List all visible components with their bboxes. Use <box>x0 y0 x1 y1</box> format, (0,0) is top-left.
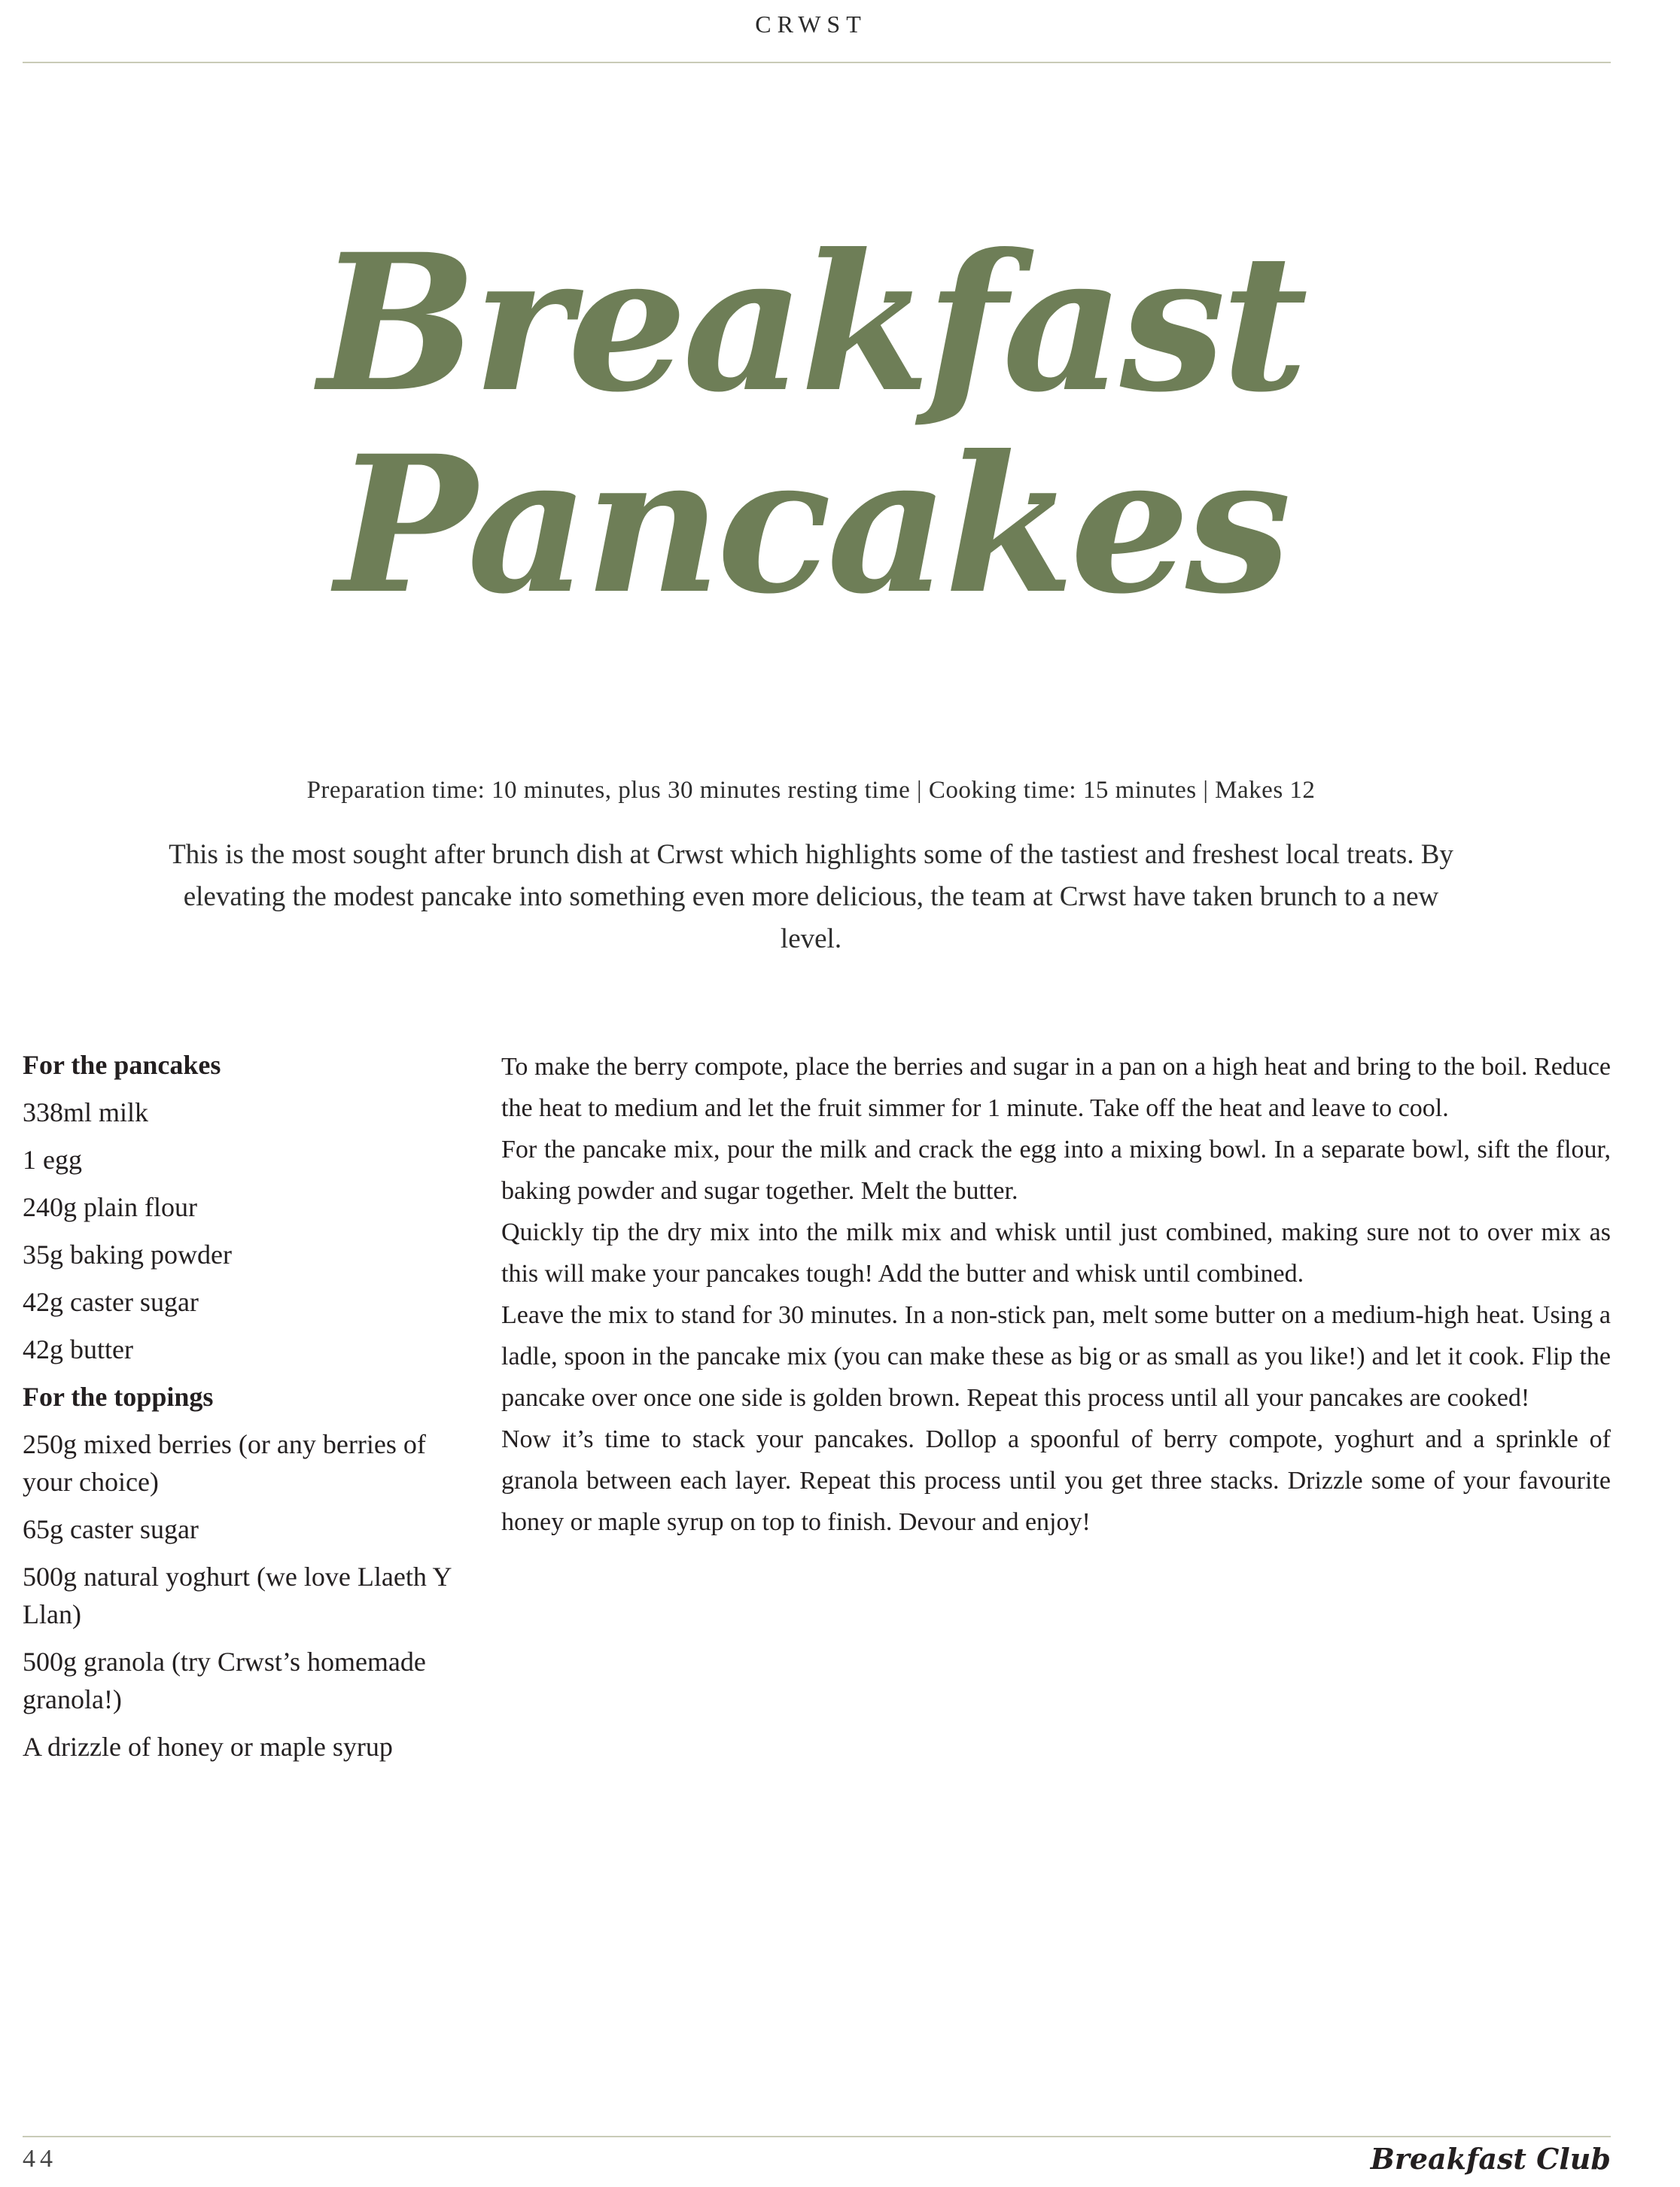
page-number: 44 <box>23 2145 57 2173</box>
method-paragraph: To make the berry compote, place the berries and sugar in a pan on a high heat and bring to the boil. Reduce the heat to medium and let the fruit simmer for 1 minute. Take off the heat and leave to cool. <box>501 1053 1611 1122</box>
ingredients-list <box>23 1046 459 1775</box>
method-text <box>501 1046 1611 1543</box>
method-paragraph: Now it’s time to stack your pancakes. Dollop a spoonful of berry compote, yoghurt and a sprinkle of granola between each layer. Repeat this process until you get three stacks. Drizzle some of your favourite honey or maple syrup on top to finish. Devour and enjoy! <box>501 1425 1611 1536</box>
ingredient-item: 500g granola (try Crwst’s homemade granola!) <box>23 1647 426 1714</box>
ingredient-item: 338ml milk <box>23 1097 149 1127</box>
ingredient-item: 35g baking powder <box>23 1240 232 1270</box>
method-paragraph: For the pancake mix, pour the milk and crack the egg into a mixing bowl. In a separate bowl, sift the flour, baking powder and sugar together. Melt the butter. <box>501 1136 1611 1205</box>
recipe-intro: This is the most sought after brunch dish at Crwst which highlights some of the tastiest and freshest local treats. By elevating the modest pancake into something even more delicious, the team at Crwst have taken brunch to a new level. <box>169 839 1453 954</box>
ingredients-heading-toppings: For the toppings <box>23 1382 214 1412</box>
ingredient-item: 500g natural yoghurt (we love Llaeth Y Llan) <box>23 1562 452 1629</box>
running-header: CRWST <box>755 11 867 38</box>
title-line-1: Breakfast <box>318 212 1304 433</box>
footer-rule <box>23 2136 1611 2137</box>
footer-section-title: Breakfast Club <box>1370 2142 1611 2176</box>
title-line-2: Pancakes <box>335 414 1287 635</box>
method-paragraph: Quickly tip the dry mix into the milk mix and whisk until just combined, making sure not to over mix as this will make your pancakes tough! Add the butter and whisk until combined. <box>501 1218 1611 1288</box>
method-paragraph: Leave the mix to stand for 30 minutes. In a non-stick pan, melt some butter on a medium-high heat. Using a ladle, spoon in the pancake mix (you can make these as big or as small as you like!) and let it cook. Flip the pancake over once one side is golden brown. Repeat this process until all your pancakes are cooked! <box>501 1301 1611 1412</box>
recipe-title <box>0 212 1622 635</box>
ingredient-item: 65g caster sugar <box>23 1514 199 1544</box>
ingredient-item: 240g plain flour <box>23 1192 197 1222</box>
ingredient-item: 42g butter <box>23 1334 133 1364</box>
ingredient-item: A drizzle of honey or maple syrup <box>23 1732 393 1762</box>
recipe-meta: Preparation time: 10 minutes, plus 30 minutes resting time | Cooking time: 15 minutes | Makes 12 <box>306 777 1316 804</box>
header-rule <box>23 62 1611 63</box>
ingredient-item: 42g caster sugar <box>23 1287 199 1317</box>
ingredient-item: 1 egg <box>23 1145 82 1175</box>
ingredient-item: 250g mixed berries (or any berries of your choice) <box>23 1429 426 1497</box>
ingredients-heading-pancakes: For the pancakes <box>23 1050 221 1080</box>
